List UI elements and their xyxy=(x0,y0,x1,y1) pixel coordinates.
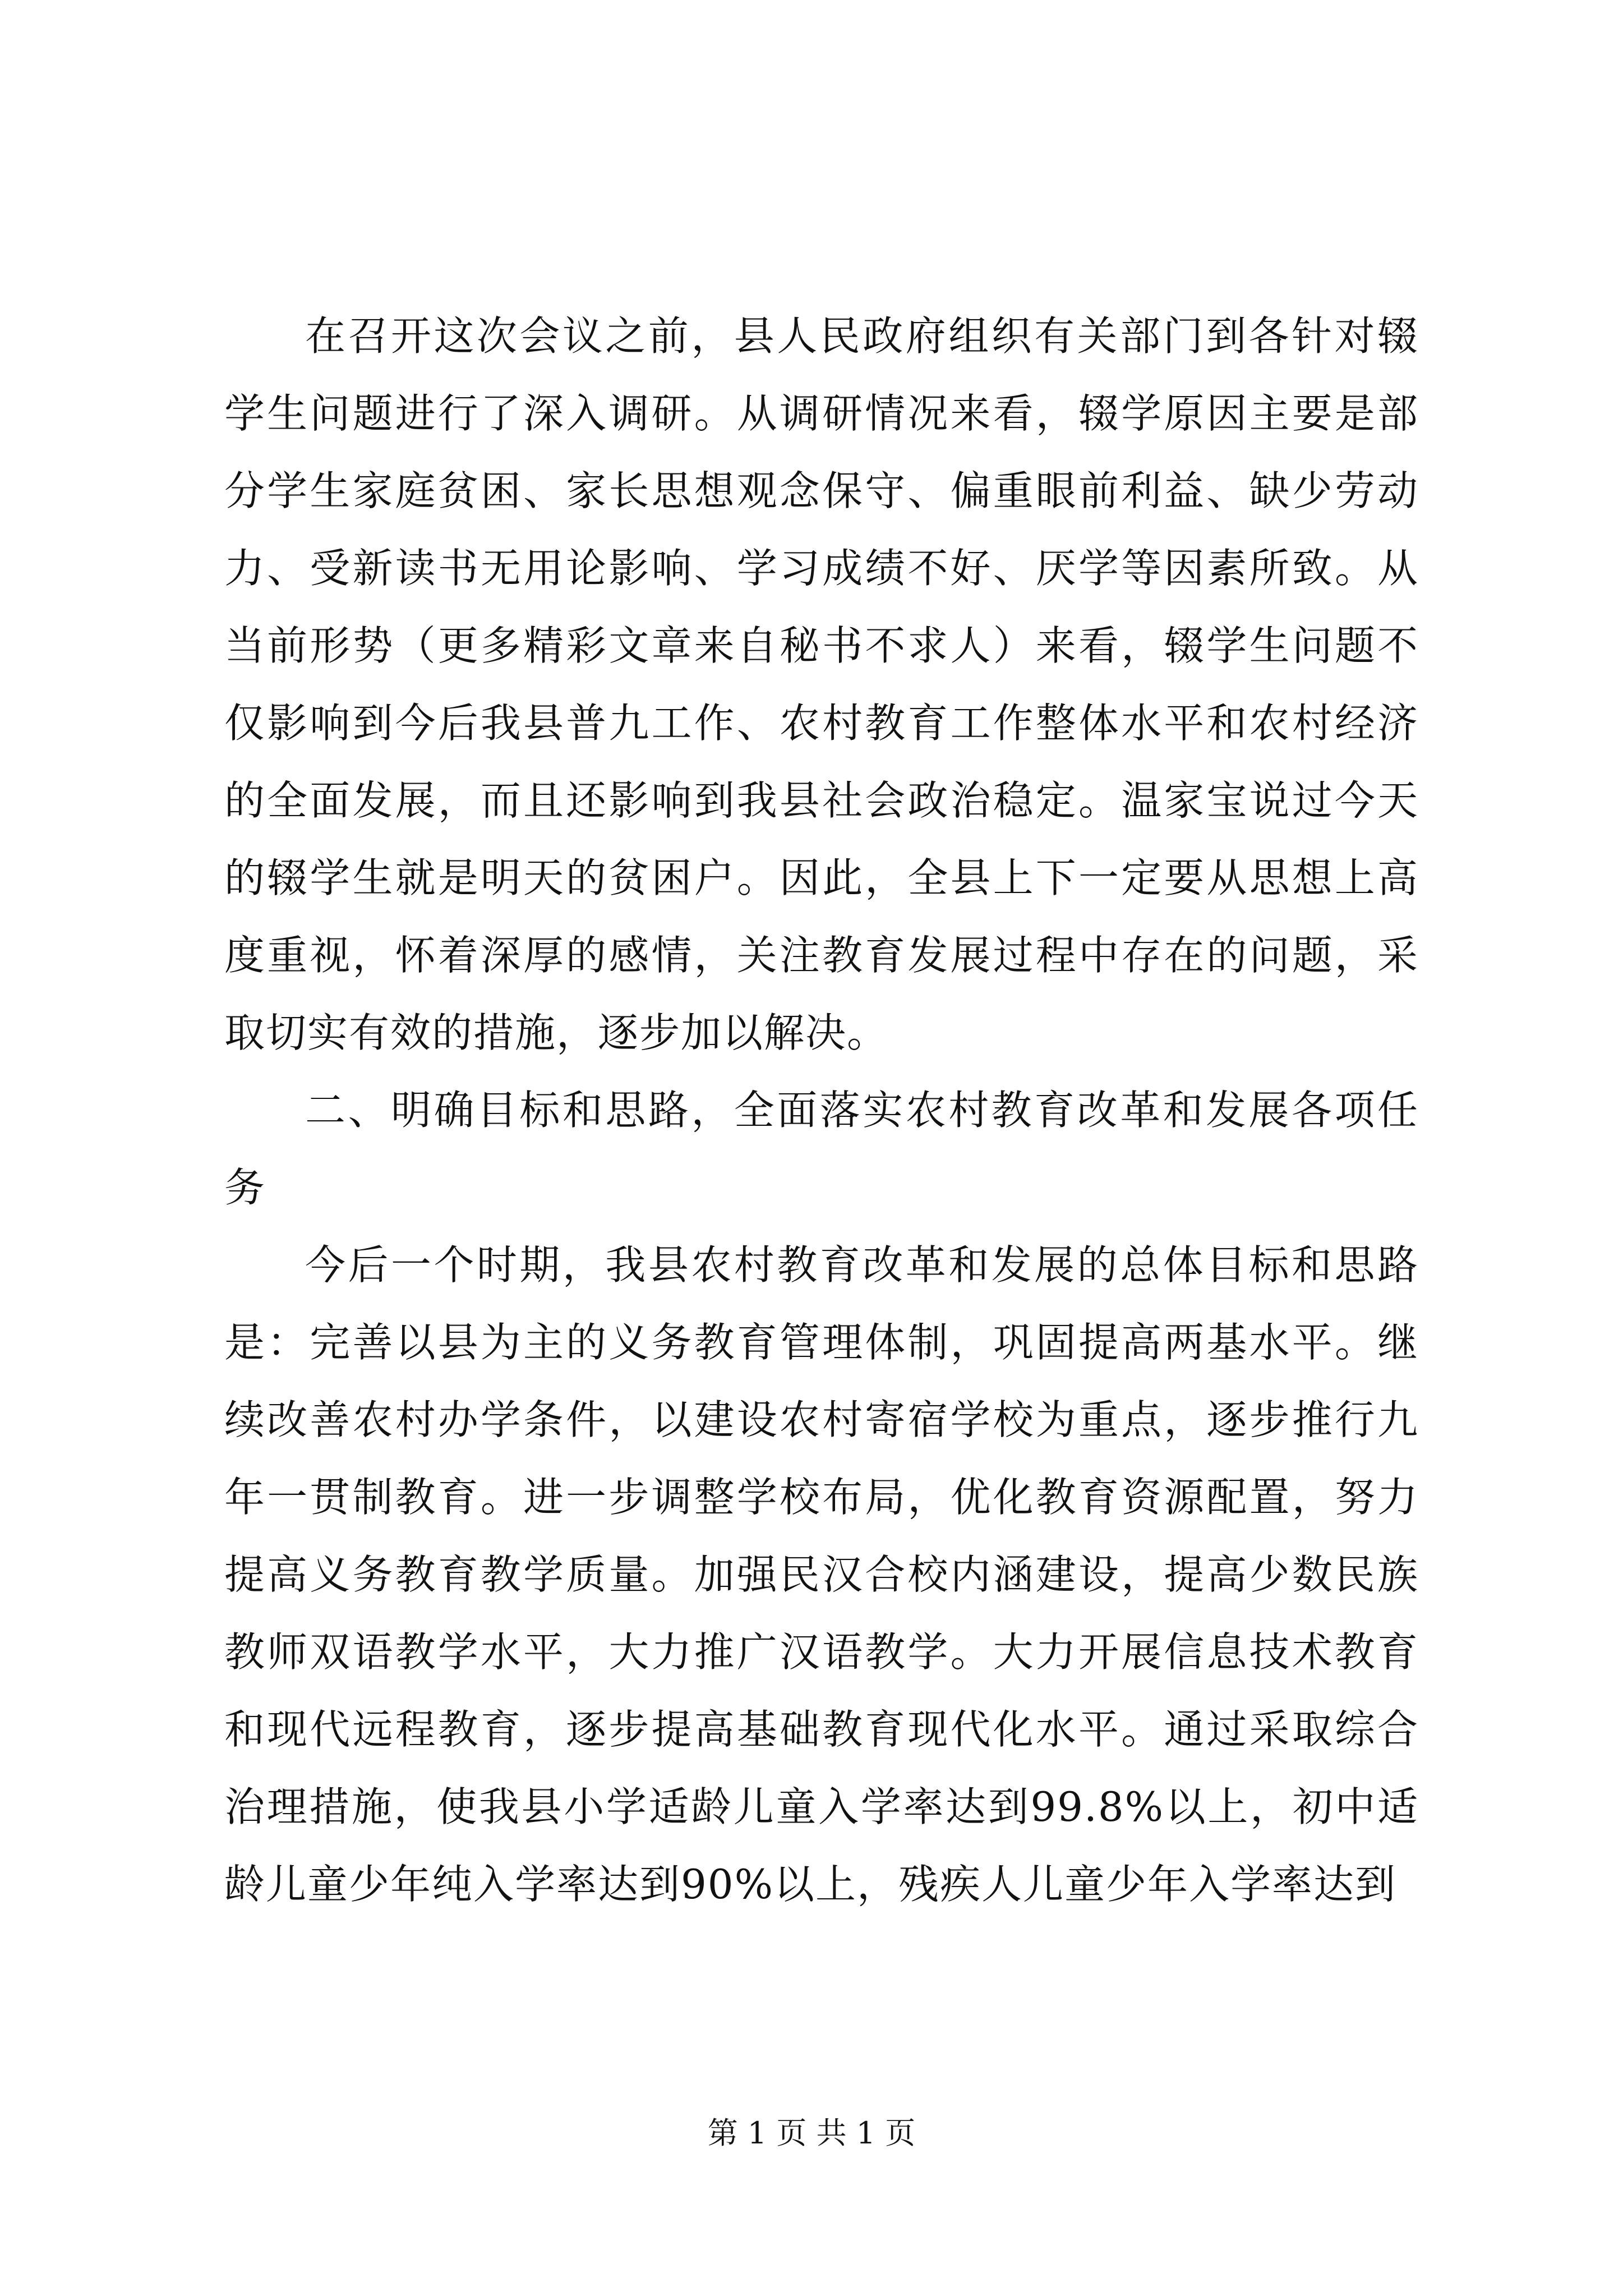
section-heading-goals: 二、明确目标和思路，全面落实农村教育改革和发展各项任务 xyxy=(224,1087,1419,1211)
paragraph-dropout-investigation: 在召开这次会议之前，县人民政府组织有关部门到各针对辍学生问题进行了深入调研。从调研情况来看，辍学原因主要是部分学生家庭贫困、家长思想观念保守、偏重眼前利益、缺少劳动力、受新读书无用论影响、学习成绩不好、厌学等因素所致。从当前形势（更多精彩文章来自秘书不求人）来看，辍学生问题不仅影响到今后我县普九工作、农村教育工作整体水平和农村经济的全面发展，而且还影响到我县社会政治稳定。温家宝说过今天的辍学生就是明天的贫困户。因此，全县上下一定要从思想上高度重视，怀着深厚的感情，关注教育发展过程中存在的问题，采取切实有效的措施，逐步加以解决。 xyxy=(224,312,1419,1056)
document-body xyxy=(224,297,1419,1923)
paragraph-goals-and-approach: 今后一个时期，我县农村教育改革和发展的总体目标和思路是：完善以县为主的义务教育管理体制，巩固提高两基水平。继续改善农村办学条件，以建设农村寄宿学校为重点，逐步推行九年一贯制教育。进一步调整学校布局，优化教育资源配置，努力提高义务教育教学质量。加强民汉合校内涵建设，提高少数民族教师双语教学水平，大力推广汉语教学。大力开展信息技术教育和现代远程教育，逐步提高基础教育现代化水平。通过采取综合治理措施，使我县小学适龄儿童入学率达到99.8%以上，初中适龄儿童少年纯入学率达到90%以上，残疾人儿童少年入学率达到 xyxy=(224,1241,1419,1908)
page-footer: 第 1 页 共 1 页 xyxy=(707,2115,916,2151)
